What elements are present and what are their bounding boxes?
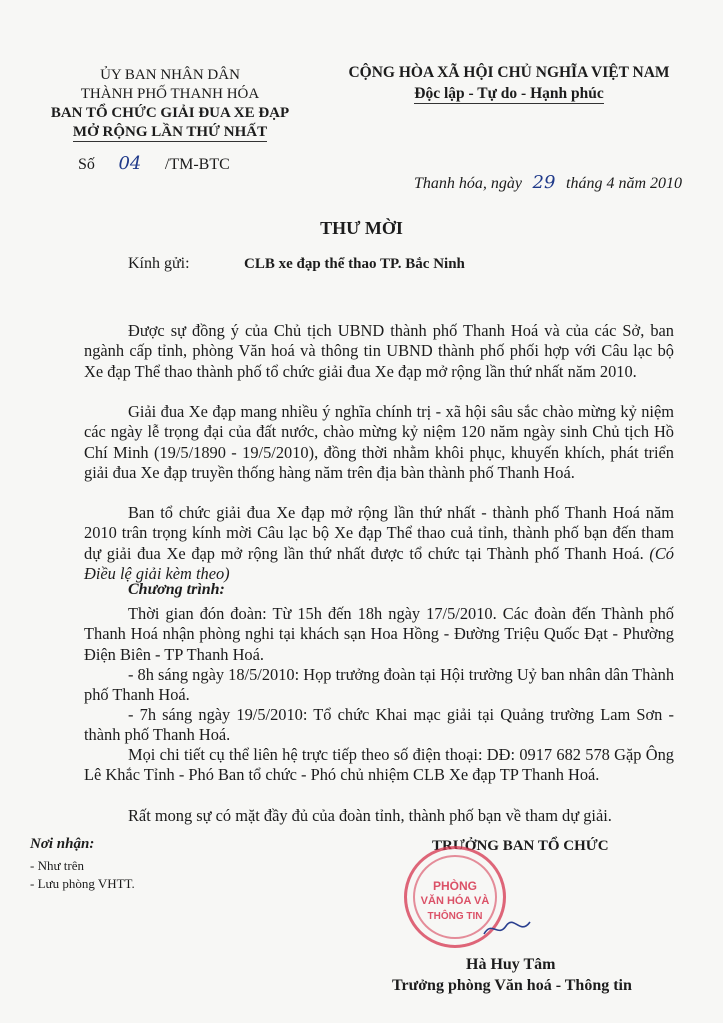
recipients-item-2: - Lưu phòng VHTT. bbox=[30, 876, 135, 891]
authority-line-4: MỞ RỘNG LẦN THỨ NHẤT bbox=[72, 124, 268, 140]
recipient-label: Kính gửi: bbox=[128, 255, 190, 272]
document-title: THƯ MỜI bbox=[320, 218, 403, 238]
signature-title: TRƯỞNG BAN TỔ CHỨC bbox=[432, 838, 609, 854]
stamp-line-1: PHÒNG bbox=[432, 879, 477, 893]
authority-line-2: THÀNH PHỐ THANH HÓA bbox=[80, 86, 260, 102]
authority-line-3: BAN TỔ CHỨC GIẢI ĐUA XE ĐẠP bbox=[50, 105, 290, 121]
signer-position: Trưởng phòng Văn hoá - Thông tin bbox=[392, 977, 632, 994]
national-title: CỘNG HÒA XÃ HỘI CHỦ NGHĨA VIỆT NAM bbox=[348, 64, 670, 81]
program-item-opening: - 7h sáng ngày 19/5/2010: Tổ chức Khai mạc giải tại Quảng trường Lam Sơn - thành phố Thanh Hoá. bbox=[84, 705, 674, 745]
ref-prefix: Số bbox=[78, 156, 95, 173]
date-prefix: Thanh hóa, ngày bbox=[414, 175, 522, 192]
paragraph-2: Giải đua Xe đạp mang nhiều ý nghĩa chính trị - xã hội sâu sắc chào mừng kỷ niệm các ngày lễ trọng đại của đất nước, chào mừng kỷ niệm 120 năm ngày sinh Chủ tịch Hồ Chí Minh (19/5/1890 - 19/5/2010), đồng thời nhằm khôi phục, khuyến khích, phát triển giải đua Xe đạp truyền thống hàng năm trên địa bàn thành phố Thanh Hoá. bbox=[84, 402, 674, 483]
authority-line-1: ỦY BAN NHÂN DÂN bbox=[100, 67, 240, 83]
reference-number bbox=[78, 153, 230, 174]
header-left bbox=[40, 66, 300, 142]
date-suffix: tháng 4 năm 2010 bbox=[566, 175, 682, 192]
program-heading: Chương trình: bbox=[128, 581, 225, 598]
paragraph-3: Ban tổ chức giải đua Xe đạp mở rộng lần thứ nhất - thành phố Thanh Hoá năm 2010 trân trọng kính mời Câu lạc bộ Xe đạp Thể thao cuả tỉnh, thành phố bạn đến tham dự giải đua Xe đạp mở rộng lần thứ nhất được tổ chức tại Thành phố Thanh Hoá. (Có Điều lệ giải kèm theo) bbox=[84, 503, 674, 584]
signer-name: Hà Huy Tâm bbox=[466, 956, 556, 973]
recipient-name: CLB xe đạp thể thao TP. Bắc Ninh bbox=[244, 256, 465, 272]
header-right bbox=[326, 62, 692, 104]
date-day: 29 bbox=[532, 172, 556, 193]
recipients-item-1: - Như trên bbox=[30, 858, 84, 873]
paragraph-1: Được sự đồng ý của Chủ tịch UBND thành phố Thanh Hoá và của các Sở, ban ngành cấp tỉnh, phòng Văn hoá và thông tin UBND thành phố phối hợp với Câu lạc bộ Xe đạp Thể thao thành phố tổ chức giải đua Xe đạp mở rộng lần thứ nhất năm 2010. bbox=[84, 321, 674, 381]
stamp-line-2: VĂN HÓA VÀ bbox=[420, 895, 490, 907]
national-motto: Độc lập - Tự do - Hạnh phúc bbox=[414, 85, 604, 102]
issue-date bbox=[414, 172, 682, 193]
contact-paragraph: Mọi chi tiết cụ thể liên hệ trực tiếp theo số điện thoại: DĐ: 0917 682 578 Gặp Ông Lê Khắc Tỉnh - Phó Ban tổ chức - Phó chủ nhiệm CLB Xe đạp TP Thanh Hoá. bbox=[84, 745, 674, 785]
stamp-line-3: THÔNG TIN bbox=[427, 911, 483, 922]
program-item-meeting: - 8h sáng ngày 18/5/2010: Họp trưởng đoàn tại Hội trường Uỷ ban nhân dân Thành phố Thanh Hoá. bbox=[84, 665, 675, 705]
program-item-arrival: Thời gian đón đoàn: Từ 15h đến 18h ngày 17/5/2010. Các đoàn đến Thành phố Thanh Hoá nhận phòng nghi tại khách sạn Hoa Hồng - Đường Triệu Quốc Đạt - Phường Điện Biên - TP Thanh Hoá. bbox=[84, 604, 674, 664]
ref-suffix: /TM-BTC bbox=[164, 156, 230, 173]
recipients-heading: Nơi nhận: bbox=[30, 836, 95, 852]
attachment-note: (Có Điều lệ giải kèm theo) bbox=[84, 543, 674, 584]
ref-number: 04 bbox=[118, 153, 142, 174]
closing-paragraph: Rất mong sự có mặt đầy đủ của đoàn tỉnh, thành phố bạn về tham dự giải. bbox=[128, 806, 612, 825]
signature-scribble bbox=[482, 918, 532, 940]
